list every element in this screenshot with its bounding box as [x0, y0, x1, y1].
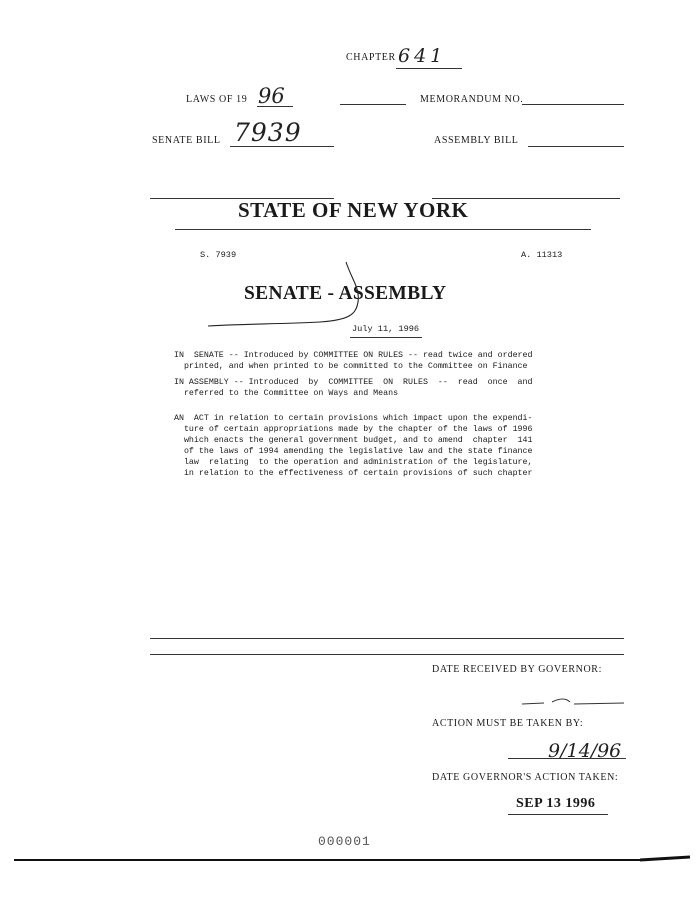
- act-line-2: ture of certain appropriations made by the chapter of the laws of 1996: [174, 425, 533, 434]
- date-received-label: DATE RECEIVED BY GOVERNOR:: [432, 664, 602, 675]
- state-title: STATE OF NEW YORK: [238, 198, 469, 222]
- lower-rule-2: [150, 654, 624, 655]
- date-underline: [350, 337, 422, 338]
- page-number: 000001: [318, 834, 371, 849]
- laws-value: 96: [258, 84, 285, 108]
- act-line-6: in relation to the effectiveness of certain provisions of such chapter: [174, 469, 533, 478]
- chapter-label: CHAPTER: [346, 52, 396, 63]
- assembly-bill-label: ASSEMBLY BILL: [434, 135, 519, 146]
- senate-intro-1: IN SENATE -- Introduced by COMMITTEE ON RULES -- read twice and ordered: [174, 351, 533, 360]
- chapter-underline: [396, 68, 462, 69]
- memo-line: [522, 104, 624, 105]
- assembly-bill-line: [528, 146, 624, 147]
- bill-date: July 11, 1996: [352, 324, 420, 334]
- assembly-intro-1: IN ASSEMBLY -- Introduced by COMMITTEE ON RULES -- read once and: [174, 378, 533, 387]
- act-line-4: of the laws of 1994 amending the legislative law and the state finance: [174, 447, 533, 456]
- lower-rule-1: [150, 638, 624, 639]
- action-taken-label: DATE GOVERNOR'S ACTION TAKEN:: [432, 772, 619, 783]
- hand-mark: [200, 258, 370, 338]
- senate-bill-label: SENATE BILL: [152, 135, 221, 146]
- act-line-3: which enacts the general government budget, and to amend chapter 141: [174, 436, 533, 445]
- action-by-line: [508, 758, 626, 759]
- senate-bill-line: [230, 146, 334, 147]
- action-by-value: 9/14/96: [548, 740, 622, 762]
- action-taken-line: [508, 814, 608, 815]
- action-taken-stamp: SEP 13 1996: [516, 796, 596, 811]
- action-by-label: ACTION MUST BE TAKEN BY:: [432, 718, 584, 729]
- assembly-intro-2: referred to the Committee on Ways and Means: [174, 389, 399, 398]
- memo-prefix-line: [340, 104, 406, 105]
- senate-number: S. 7939: [200, 250, 237, 260]
- act-line-5: law relating to the operation and administration of the legislature,: [174, 458, 533, 467]
- chapter-value: 641: [398, 45, 447, 67]
- senate-intro-2: printed, and when printed to be committed to the Committee on Finance: [174, 362, 528, 371]
- act-line-1: AN ACT in relation to certain provisions which impact upon the expendi-: [174, 414, 533, 423]
- laws-underline: [257, 106, 293, 107]
- laws-label: LAWS OF 19: [186, 94, 248, 105]
- state-title-underline: [175, 229, 591, 230]
- assembly-number: A. 11313: [521, 250, 563, 260]
- received-scribble: [520, 692, 628, 712]
- chamber-title: SENATE - ASSEMBLY: [244, 283, 447, 304]
- scan-edge-line: [0, 852, 700, 866]
- senate-bill-value: 7939: [234, 118, 302, 147]
- memo-label: MEMORANDUM NO.: [420, 94, 524, 105]
